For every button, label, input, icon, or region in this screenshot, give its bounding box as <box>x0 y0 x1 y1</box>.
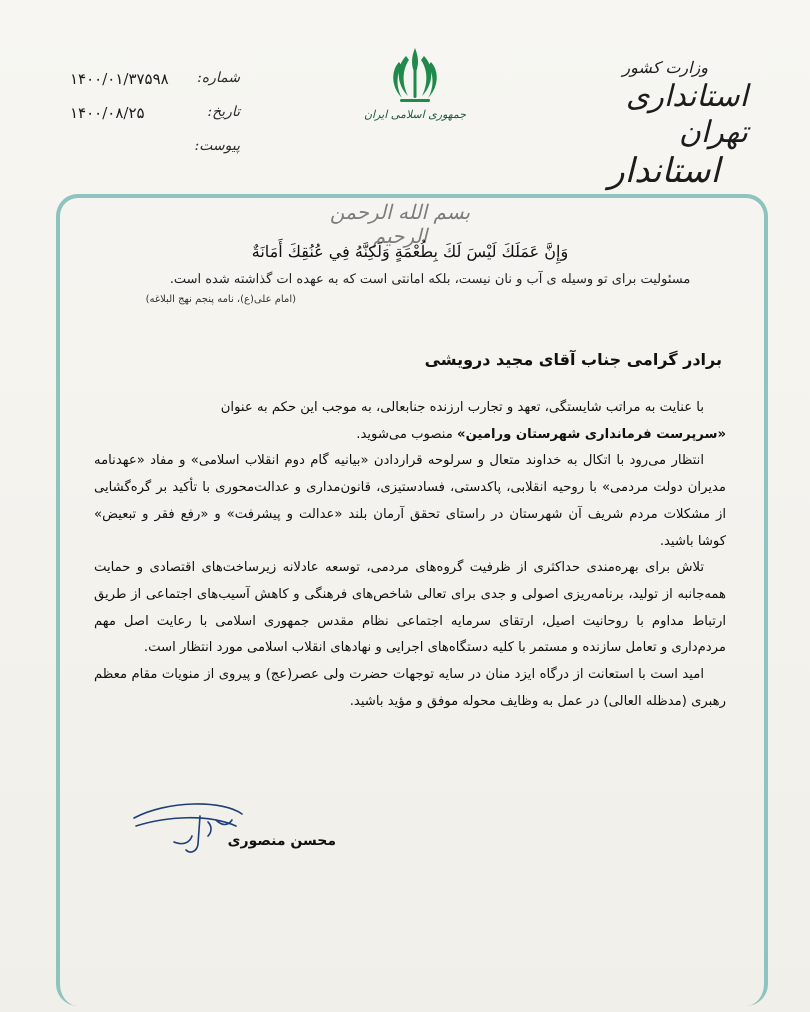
letter-body <box>94 395 726 715</box>
paragraph-1-text: با عنایت به مراتب شایستگی، تعهد و تجارب ارزنده جنابعالی، به موجب این حکم به عنوان <box>220 400 704 415</box>
meta-attachment-row <box>70 138 240 172</box>
meta-number-row <box>70 70 240 104</box>
date-value: ۱۴۰۰/۰۸/۲۵ <box>70 104 145 122</box>
date-label: تاریخ: <box>207 104 240 120</box>
emblem-caption: جمهوری اسلامی ایران <box>363 108 467 121</box>
ministry-name: وزارت کشور <box>622 58 708 77</box>
quote-source: (امام علی(ع)، نامه پنجم نهج البلاغه) <box>145 294 296 305</box>
salutation: برادر گرامی جناب آقای مجید درویشی <box>424 350 722 369</box>
arabic-quote: وَإِنَّ عَمَلَكَ لَيْسَ لَكَ بِطُعْمَةٍ وَلَكِنَّهُ فِي عُنُقِكَ أَمَانَةٌ <box>251 242 569 261</box>
paragraph-1-end: منصوب می‌شوید. <box>356 426 458 442</box>
paragraph-4: امید است با استعانت از درگاه ایزد منان در سایه توجهات حضرت ولی عصر(عج) و پیروی از منویات مقام معظم رهبری (مدظله العالی) در عمل به وظایف محوله موفق و مؤید باشید. <box>94 667 726 709</box>
emblem <box>360 44 470 121</box>
attachment-label: پیوست: <box>194 138 240 154</box>
meta-date-row <box>70 104 240 138</box>
governor-title: استاندار <box>608 151 720 191</box>
governorate-name: استانداری تهران <box>625 79 748 150</box>
appointment-title: «سرپرست فرمانداری شهرستان ورامین» <box>457 426 726 442</box>
bismillah-calligraphy: بسم الله الرحمن الرحیم <box>329 200 471 248</box>
paragraph-3: تلاش برای بهره‌مندی حداکثری از ظرفیت گروه‌های مردمی، توسعه عادلانه زیرساخت‌های اقتصادی و حمایت همه‌جانبه از تولید، برنامه‌ریزی اصولی و جدی برای تعالی شاخص‌های فرهنگی و کاهش آسیب‌های اجتماعی از طریق ارتباط مداوم با روحانیت اصیل، ارتقای سرمایه اجتماعی نظام مقدس جمهوری اسلامی با رعایت اصل مهم مردم‌داری و تعامل سازنده و مستمر با کلیه دستگاه‌های اجرایی و نهادهای انقلاب اسلامی مورد انتظار است. <box>94 560 726 656</box>
number-label: شماره: <box>197 70 240 86</box>
iran-emblem-icon <box>384 44 446 106</box>
ministry-heading <box>548 58 748 191</box>
letter-meta <box>70 70 240 172</box>
handwritten-signature <box>128 796 248 866</box>
paragraph-2: انتظار می‌رود با اتکال به خداوند متعال و سرلوحه قراردادن «بیانیه گام دوم انقلاب اسلامی» و مفاد «عهدنامه مدیران دولت مردمی» با روحیه انقلابی، پاکدستی، فسادستیزی، قانون‌مداری و عدالت‌محوری با تأکید بر گره‌گشایی از مشکلات مردم شریف آن شهرستان در راستای تحقق آرمان بلند «عدالت و پیشرفت» و «رفع فقر و تبعیض» کوشا باشید. <box>94 453 726 549</box>
signer-name: محسن منصوری <box>227 833 336 849</box>
quote-translation: مسئولیت برای تو وسیله ی آب و نان نیست، بلکه امانتی است که به عهده ات گذاشته شده است. <box>169 272 691 287</box>
number-value: ۱۴۰۰/۰۱/۳۷۵۹۸ <box>70 70 169 88</box>
paragraph-1 <box>94 395 726 448</box>
